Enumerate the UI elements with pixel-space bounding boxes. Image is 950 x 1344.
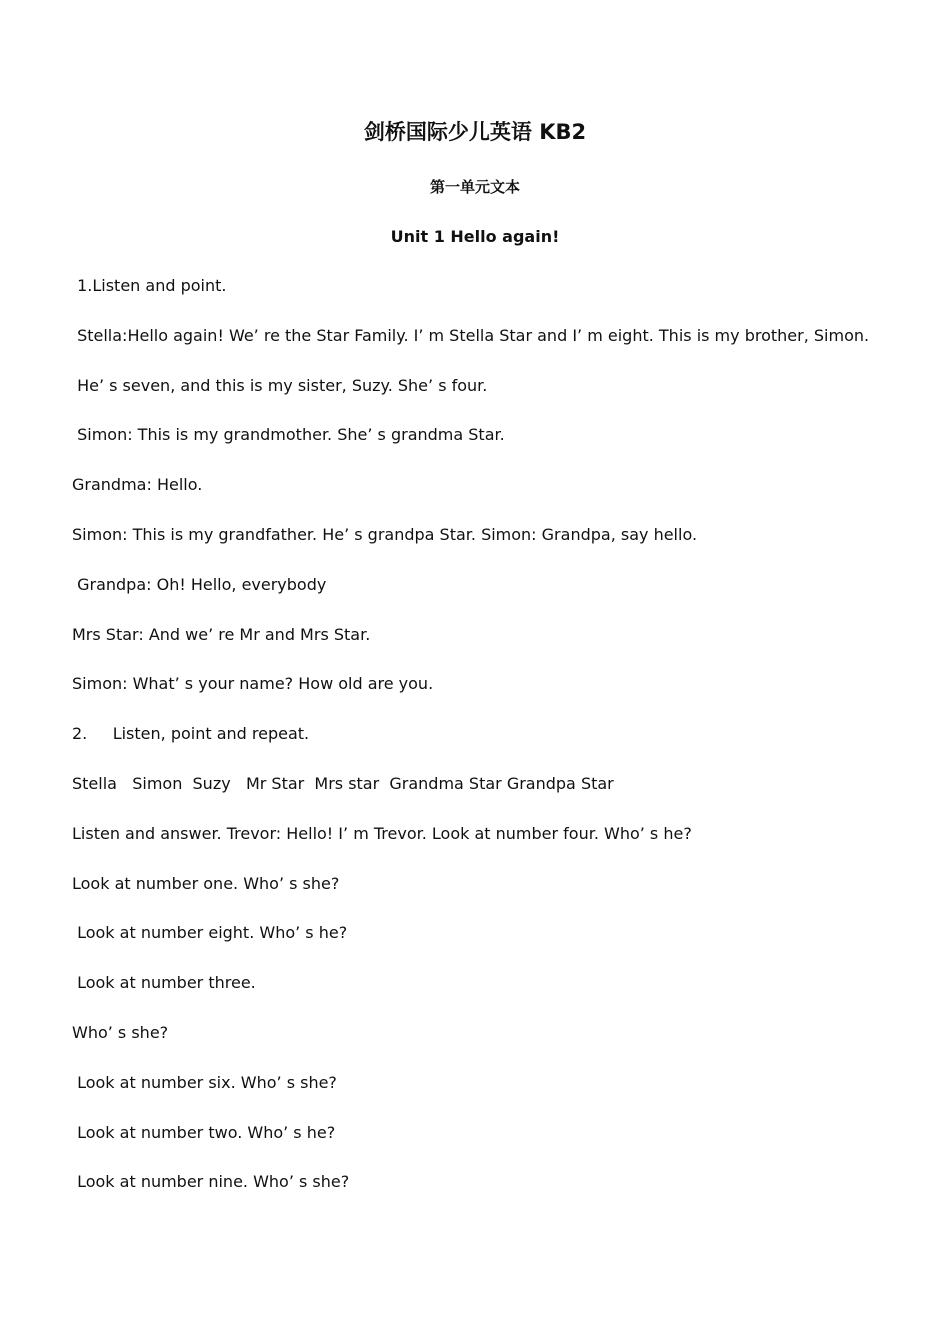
document-title: 剑桥国际少儿英语 KB2 — [363, 120, 587, 144]
document-subtitle: 第一单元文本 — [429, 178, 520, 196]
text-line: He’ s seven, and this is my sister, Suzy. She’ s four. — [72, 375, 488, 395]
text-line: Simon: This is my grandfather. He’ s grandpa Star. Simon: Grandpa, say hello. — [72, 524, 698, 544]
text-line: Look at number one. Who’ s she? — [72, 873, 340, 893]
text-line: Mrs Star: And we’ re Mr and Mrs Star. — [72, 624, 371, 644]
text-line: Stella Simon Suzy Mr Star Mrs star Grandma Star Grandpa Star — [72, 773, 614, 793]
text-line: 2. Listen, point and repeat. — [72, 724, 310, 744]
text-line: Look at number nine. Who’ s she? — [72, 1172, 350, 1192]
unit-heading: Unit 1 Hello again! — [390, 227, 560, 246]
text-lines — [72, 275, 932, 1221]
text-line: Who’ s she? — [72, 1022, 169, 1042]
text-line: Simon: What’ s your name? How old are you. — [72, 674, 434, 694]
text-line: Simon: This is my grandmother. She’ s grandma Star. — [72, 425, 505, 445]
text-line: Grandpa: Oh! Hello, everybody — [72, 574, 327, 594]
text-line: Stella:Hello again! We’ re the Star Family. I’ m Stella Star and I’ m eight. This is my brother, Simon. — [72, 325, 870, 345]
text-line: Look at number six. Who’ s she? — [72, 1072, 337, 1092]
text-line: Look at number three. — [72, 973, 256, 993]
text-line: Look at number eight. Who’ s he? — [72, 923, 348, 943]
text-line: 1.Listen and point. — [72, 276, 227, 295]
text-line: Listen and answer. Trevor: Hello! I’ m Trevor. Look at number four. Who’ s he? — [72, 823, 692, 843]
text-line: Grandma: Hello. — [72, 475, 203, 495]
text-line: Look at number two. Who’ s he? — [72, 1122, 336, 1142]
